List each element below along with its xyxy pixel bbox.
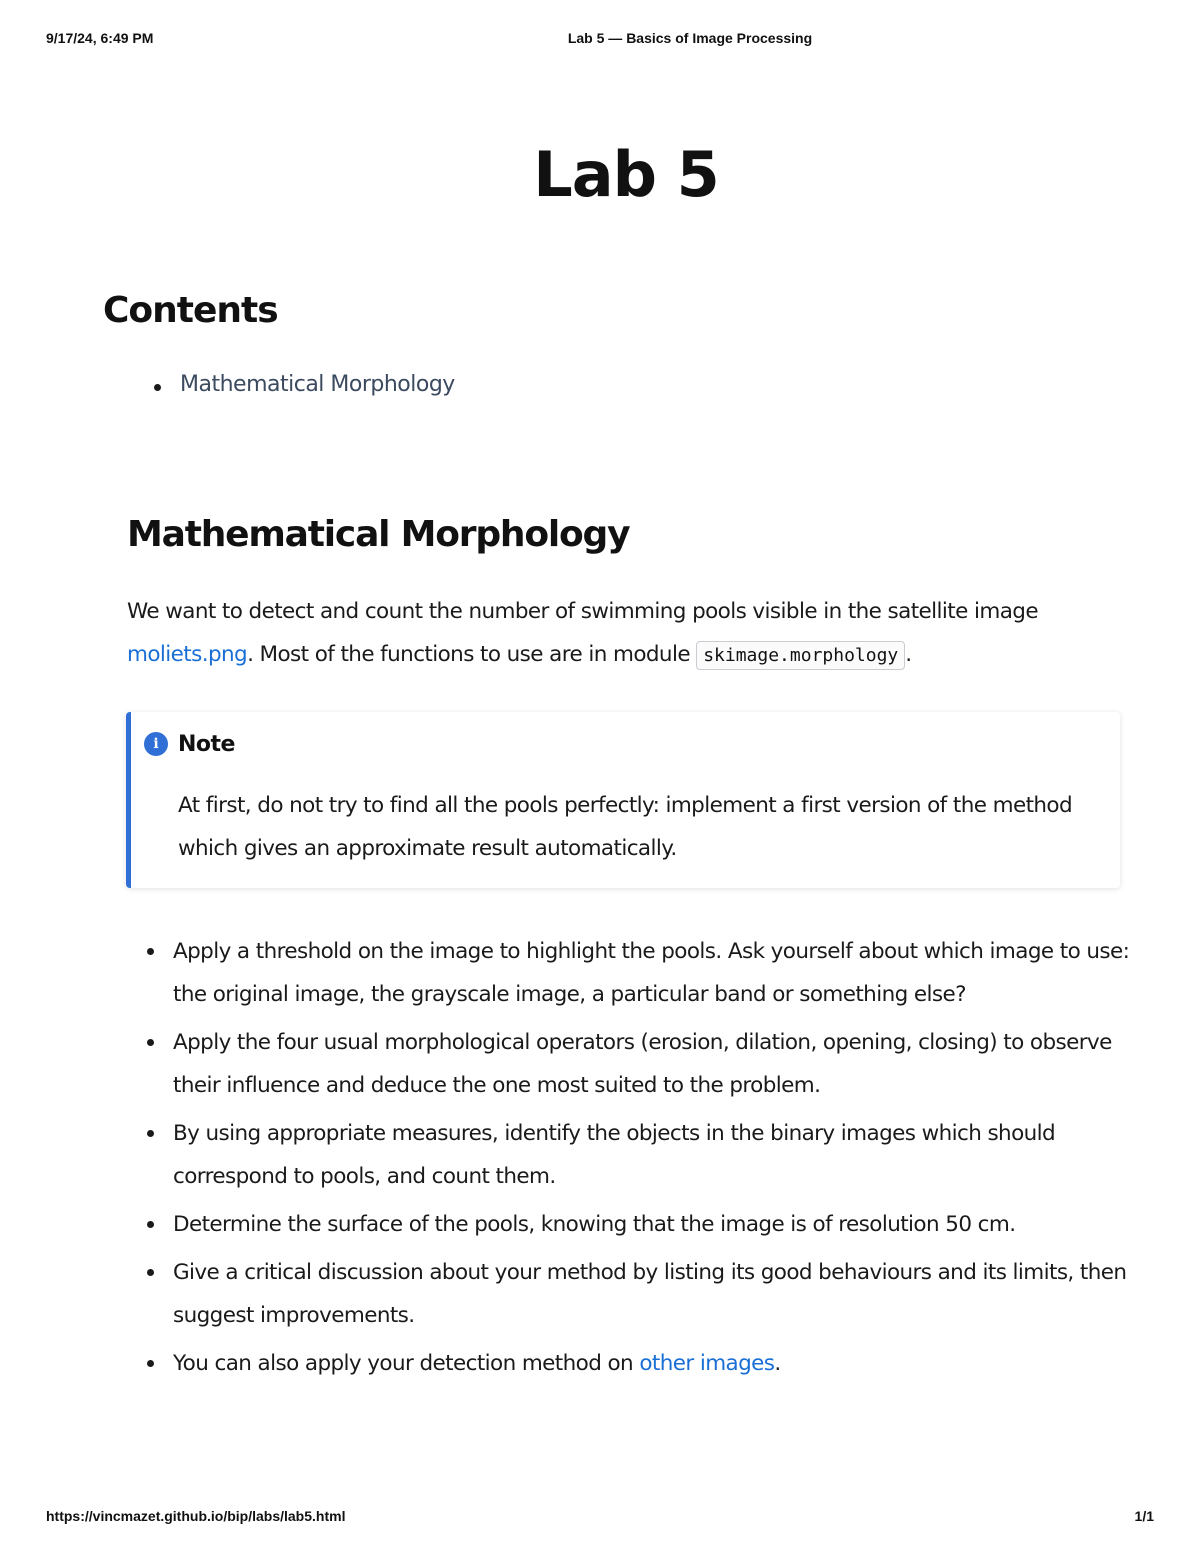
table-of-contents	[150, 372, 455, 397]
task-item-measures: By using appropriate measures, identify the objects in the binary images which should correspond to pools, and count them.	[145, 1112, 1130, 1198]
section-heading: Mathematical Morphology	[127, 514, 630, 555]
task-item-operators: Apply the four usual morphological operators (erosion, dilation, opening, closing) to observe their influence and deduce the one most suited to the problem.	[145, 1021, 1130, 1107]
print-doc-title: Lab 5 — Basics of Image Processing	[567, 30, 813, 46]
task-item-discussion: Give a critical discussion about your method by listing its good behaviours and its limits, then suggest improvements.	[145, 1251, 1130, 1337]
intro-text-1: We want to detect and count the number of swimming pools visible in the satellite image	[127, 599, 1038, 624]
task-other-text: You can also apply your detection method on	[173, 1351, 634, 1376]
task-list	[145, 930, 1130, 1390]
note-title: Note	[178, 731, 235, 757]
note-callout	[126, 712, 1120, 888]
note-header	[144, 730, 235, 758]
intro-paragraph	[127, 590, 1117, 677]
print-datetime: 9/17/24, 6:49 PM	[46, 30, 154, 46]
task-item-surface: Determine the surface of the pools, knowing that the image is of resolution 50 cm.	[145, 1203, 1130, 1246]
intro-text-3: .	[905, 642, 912, 667]
print-header	[0, 30, 1200, 50]
print-page-number: 1/1	[1134, 1508, 1154, 1524]
toc-link-mathematical-morphology[interactable]: Mathematical Morphology	[180, 372, 455, 397]
info-icon: i	[144, 732, 168, 756]
task-item-other-images	[145, 1342, 1130, 1385]
intro-text-2: . Most of the functions to use are in module	[247, 642, 690, 667]
task-item-threshold: Apply a threshold on the image to highlight the pools. Ask yourself about which image to use: the original image, the grayscale image, a particular band or something else?	[145, 930, 1130, 1016]
print-url: https://vincmazet.github.io/bip/labs/lab5.html	[46, 1508, 346, 1524]
contents-heading: Contents	[103, 290, 278, 331]
task-other-end: .	[774, 1351, 781, 1376]
other-images-link[interactable]: other images	[639, 1351, 775, 1376]
module-code: skimage.morphology	[696, 641, 905, 670]
note-body: At first, do not try to find all the pools perfectly: implement a first version of the method which gives an approximate result automatically.	[178, 793, 1073, 861]
toc-item	[150, 372, 455, 397]
moliets-image-link[interactable]: moliets.png	[127, 642, 248, 667]
page-title: Lab 5	[533, 138, 719, 211]
print-footer	[0, 1508, 1200, 1528]
